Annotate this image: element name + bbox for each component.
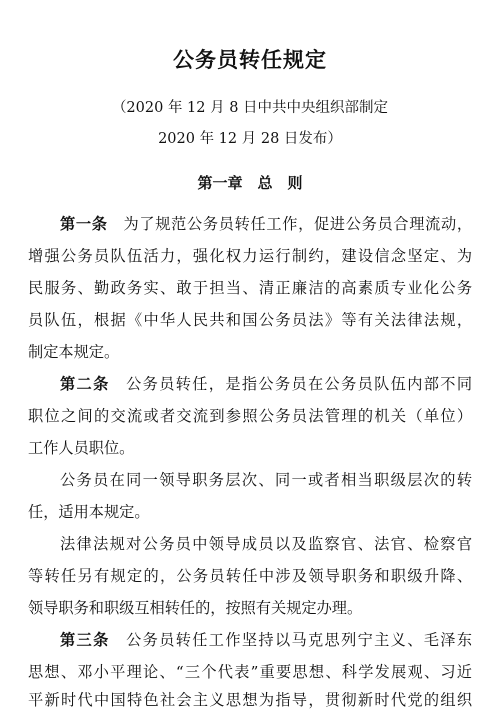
article-3-text: 公务员转任工作坚持以马克思列宁主义、毛泽东 <box>109 631 473 649</box>
article-2-label: 第二条 <box>60 375 110 393</box>
article-3-line: 思想、邓小平理论、“三个代表”重要思想、科学发展观、习近 <box>28 663 472 681</box>
article-2-para3-line: 等转任另有规定的，公务员转任中涉及领导职务和职级升降、 <box>28 567 472 585</box>
article-3-label: 第三条 <box>60 631 110 649</box>
article-3-line <box>60 629 472 650</box>
article-1-line: 制定本规定。 <box>28 343 120 361</box>
article-2-text: 公务员转任，是指公务员在公务员队伍内部不同 <box>109 375 473 393</box>
document-title: 公务员转任规定 <box>173 48 327 72</box>
issue-date-line: （2020 年 12 月 8 日中共中央组织部制定 <box>111 100 389 116</box>
article-2-line <box>60 373 472 394</box>
article-2-para3-line: 领导职务和职级互相转任的，按照有关规定办理。 <box>28 599 363 617</box>
article-2-line: 职位之间的交流或者交流到参照公务员法管理的机关（单位） <box>28 407 472 425</box>
article-2-para2-line: 任，适用本规定。 <box>28 503 150 521</box>
article-2-para3-line: 法律法规对公务员中领导成员以及监察官、法官、检察官 <box>60 535 472 553</box>
publish-date-line: 2020 年 12 月 28 日发布） <box>158 131 342 147</box>
article-2-para2-line: 公务员在同一领导职务层次、同一或者相当职级层次的转 <box>60 471 472 489</box>
article-1-line <box>60 213 472 234</box>
article-2-line: 工作人员职位。 <box>28 439 135 457</box>
article-1-label: 第一条 <box>60 215 108 233</box>
article-1-line: 增强公务员队伍活力，强化权力运行制约，建设信念坚定、为 <box>28 247 472 265</box>
chapter-heading: 第一章 总 则 <box>197 174 303 192</box>
article-1-line: 员队伍，根据《中华人民共和国公务员法》等有关法律法规， <box>28 311 472 329</box>
article-3-line: 平新时代中国特色社会主义思想为指导，贯彻新时代党的组织 <box>28 691 472 709</box>
article-1-text: 为了规范公务员转任工作，促进公务员合理流动， <box>107 215 473 233</box>
article-1-line: 民服务、勤政务实、敢于担当、清正廉洁的高素质专业化公务 <box>28 279 472 297</box>
